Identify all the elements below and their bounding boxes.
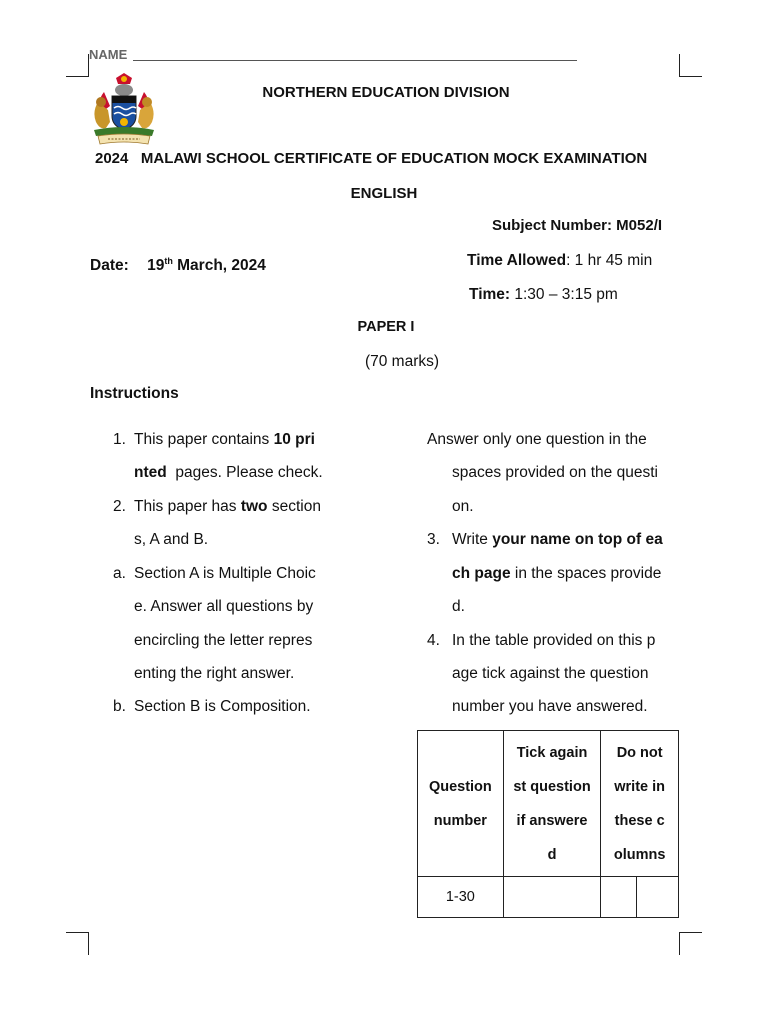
instruction-text: This paper contains: [134, 431, 274, 448]
instruction-1-cont: [134, 463, 323, 483]
instruction-2-cont: s, A and B.: [134, 531, 209, 548]
instruction-text: in the spaces provide: [510, 565, 662, 582]
instruction-text: This paper has: [134, 498, 241, 515]
instruction-text: Section B is Composition.: [134, 698, 311, 715]
instruction-2: [113, 497, 321, 517]
crop-mark-top-right: [679, 54, 702, 77]
instruction-b-cont-1: Answer only one question in the: [427, 431, 647, 448]
list-letter: b.: [113, 698, 126, 715]
exam-date: [90, 251, 266, 276]
time-allowed-value: : 1 hr 45 min: [566, 252, 653, 269]
exam-title: 2024 MALAWI SCHOOL CERTIFICATE OF EDUCATION MOCK EXAMINATION: [95, 150, 648, 167]
instruction-4-cont-2: number you have answered.: [452, 698, 648, 715]
question-tick-table: [417, 730, 679, 918]
instruction-3-cont: [452, 564, 661, 584]
examiner-cell: [637, 877, 679, 918]
name-label: NAME: [89, 47, 128, 62]
instruction-a: [113, 564, 316, 584]
time-label: Time:: [469, 286, 511, 303]
instruction-emphasis: 10 pri: [273, 431, 315, 448]
subject-title: ENGLISH: [350, 185, 418, 202]
header-text: Tick again: [516, 744, 588, 761]
name-line: [89, 46, 579, 64]
table-row: [418, 877, 679, 918]
instruction-emphasis: nted: [134, 464, 167, 481]
exam-time: [469, 285, 618, 305]
header-text: d: [547, 846, 557, 863]
header-text: Question: [428, 778, 492, 795]
header-text: if answere: [516, 812, 588, 829]
list-letter: a.: [113, 565, 126, 582]
paper-title: PAPER I: [357, 319, 415, 335]
instruction-text: pages. Please check.: [166, 464, 323, 481]
crop-mark-bottom-left: [66, 932, 89, 955]
instruction-text: In the table provided on this p: [452, 632, 656, 649]
list-number: 2.: [113, 498, 126, 515]
instruction-a-line-3: encircling the letter repres: [134, 632, 313, 649]
instructions-heading: Instructions: [90, 385, 179, 402]
header-tick: [503, 731, 601, 877]
time-value: 1:30 – 3:15 pm: [510, 286, 618, 303]
instruction-b-cont-3: on.: [452, 498, 474, 515]
instruction-emphasis: your name on top of ea: [492, 531, 663, 548]
crop-mark-bottom-right: [679, 932, 702, 955]
date-day: 19: [147, 257, 165, 275]
name-underline: [133, 60, 577, 61]
header-text: olumns: [613, 846, 666, 863]
instruction-b-cont-2: spaces provided on the questi: [452, 464, 658, 481]
header-text: write in: [614, 778, 666, 795]
division-heading: NORTHERN EDUCATION DIVISION: [262, 84, 510, 101]
instruction-4: [427, 631, 655, 651]
header-text: st question: [513, 778, 591, 795]
date-suffix: th: [164, 256, 173, 266]
subject-number: Subject Number: M052/I: [492, 217, 663, 234]
instruction-text: Write: [452, 531, 493, 548]
header-text: Do not: [616, 744, 663, 761]
instruction-1: [113, 430, 315, 450]
instruction-emphasis: two: [240, 498, 268, 515]
instruction-text: Section A is Multiple Choic: [134, 565, 316, 582]
examiner-cell: [601, 877, 637, 918]
list-number: 4.: [427, 632, 440, 649]
header-question-number: [418, 731, 504, 877]
header-do-not-write: [601, 731, 679, 877]
instruction-4-cont-1: age tick against the question: [452, 665, 649, 682]
tick-cell[interactable]: [503, 877, 601, 918]
instruction-text: section: [267, 498, 321, 515]
instruction-3-cont-2: d.: [452, 598, 465, 615]
instruction-a-line-4: enting the right answer.: [134, 665, 295, 682]
instruction-b: [113, 697, 311, 717]
question-range-cell: 1-30: [418, 877, 504, 918]
marks-total: (70 marks): [364, 353, 440, 370]
time-allowed: [467, 251, 652, 271]
time-allowed-label: Time Allowed: [467, 252, 567, 269]
date-rest: March, 2024: [172, 257, 266, 275]
list-number: 3.: [427, 531, 440, 548]
list-number: 1.: [113, 431, 126, 448]
instruction-3: [427, 530, 663, 550]
instruction-a-line-2: e. Answer all questions by: [134, 598, 314, 615]
date-label: Date:: [90, 257, 129, 275]
header-text: number: [433, 812, 487, 829]
instruction-emphasis: ch page: [452, 565, 511, 582]
header-text: these c: [614, 812, 665, 829]
table-header-row: [418, 731, 679, 877]
